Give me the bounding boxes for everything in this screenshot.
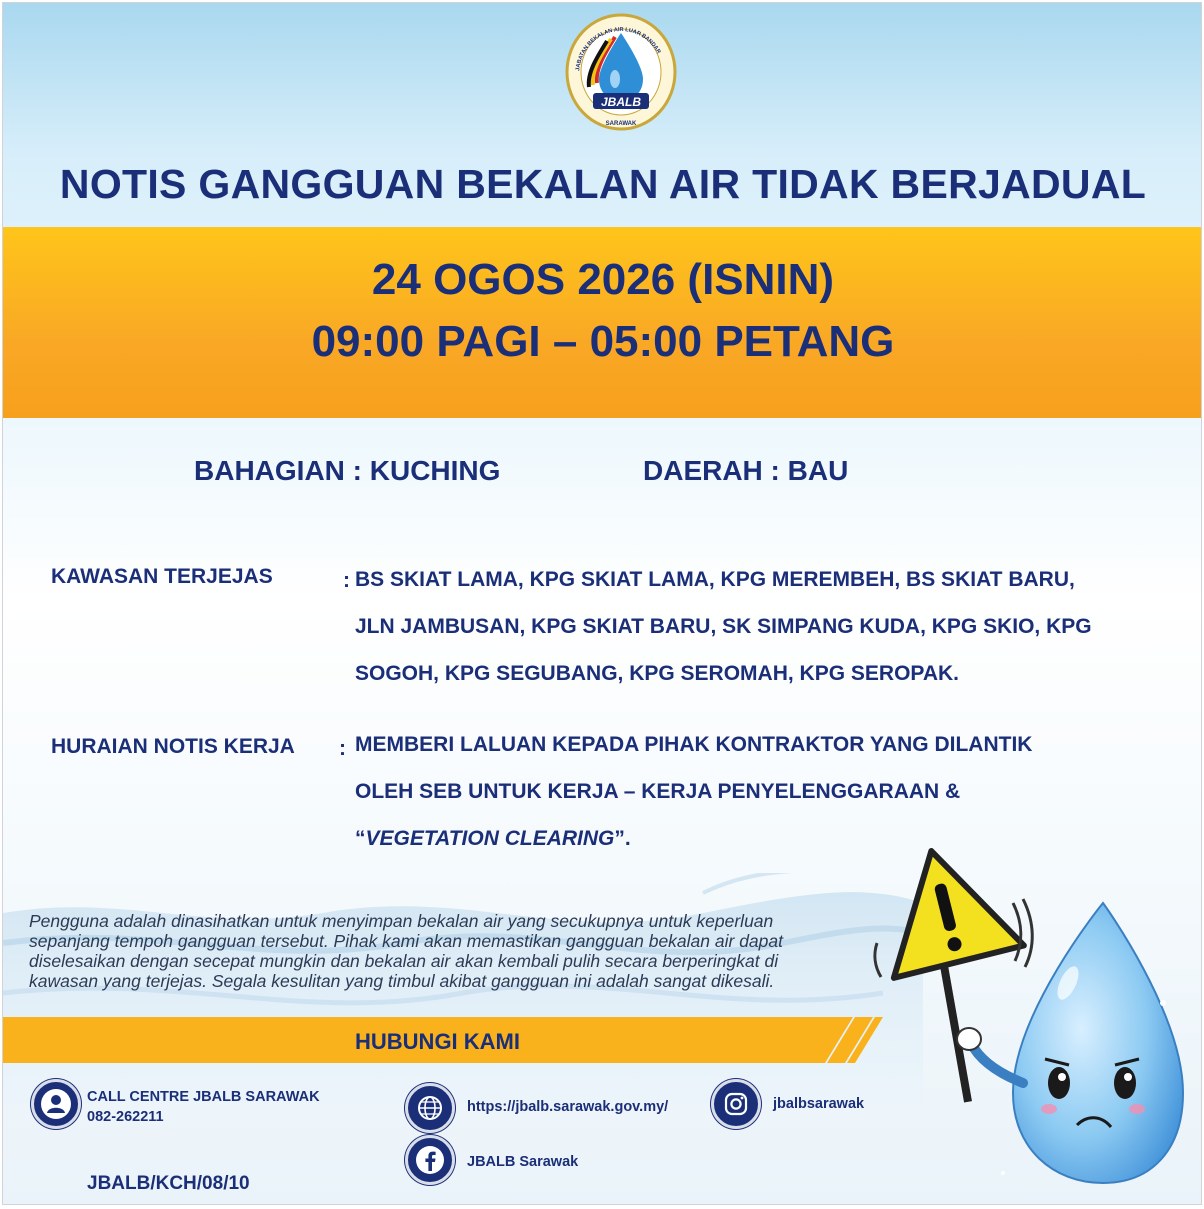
water-drop-mascot <box>863 843 1193 1193</box>
kawasan-line: JLN JAMBUSAN, KPG SKIAT BARU, SK SIMPANG KUDA, KPG SKIO, KPG <box>355 615 1092 638</box>
jbalb-logo <box>565 13 677 131</box>
notice-line: diselesaikan dengan secepat mungkin dan bekalan air akan kembali pulih secara berperingkat di <box>29 951 779 971</box>
notice-line: sepanjang tempoh gangguan tersebut. Pihak kami akan memastikan gangguan bekalan air dapat <box>29 931 783 951</box>
page-title: NOTIS GANGGUAN BEKALAN AIR TIDAK BERJADUAL <box>59 161 1147 207</box>
kawasan-label: KAWASAN TERJEJAS <box>51 565 273 588</box>
instagram-icon <box>711 1079 761 1129</box>
notice-poster <box>2 2 1202 1205</box>
huraian-text <box>355 721 1155 862</box>
kawasan-colon: : <box>343 569 350 592</box>
kawasan-line: BS SKIAT LAMA, KPG SKIAT LAMA, KPG MEREMBEH, BS SKIAT BARU, <box>355 568 1075 591</box>
vegetation-clearing: VEGETATION CLEARING <box>365 827 615 850</box>
website-link[interactable]: https://jbalb.sarawak.gov.my/ <box>467 1099 669 1115</box>
logo-text-bottom: SARAWAK <box>605 121 637 127</box>
daerah-label: DAERAH : BAU <box>643 455 849 486</box>
call-centre-block <box>87 1087 320 1127</box>
facebook-link[interactable]: JBALB Sarawak <box>467 1154 579 1170</box>
schedule-date: 24 OGOS 2026 (ISNIN) <box>371 255 835 304</box>
kawasan-list <box>355 556 1155 697</box>
call-centre-name: CALL CENTRE JBALB SARAWAK <box>87 1089 320 1105</box>
quote-close: ”. <box>614 827 631 850</box>
reference-number: JBALB/KCH/08/10 <box>87 1173 250 1194</box>
instagram-link[interactable]: jbalbsarawak <box>773 1096 865 1112</box>
quote-open: “ <box>355 827 366 850</box>
bahagian-label: BAHAGIAN : KUCHING <box>194 455 501 486</box>
schedule-time: 09:00 PAGI – 05:00 PETANG <box>311 317 895 366</box>
logo-text-top: JABATAN BEKALAN AIR LUAR BANDAR <box>575 26 662 72</box>
call-centre-phone[interactable]: 082-262211 <box>87 1109 164 1125</box>
globe-icon <box>405 1083 455 1133</box>
user-icon <box>31 1079 81 1129</box>
notice-line: kawasan yang terjejas. Segala kesulitan yang timbul akibat gangguan ini adalah sangat dikesali. <box>29 971 775 991</box>
huraian-colon: : <box>339 737 346 760</box>
kawasan-line: SOGOH, KPG SEGUBANG, KPG SEROMAH, KPG SEROPAK. <box>355 662 960 685</box>
advisory-notice <box>29 911 869 991</box>
facebook-icon <box>405 1135 455 1185</box>
huraian-line: OLEH SEB UNTUK KERJA – KERJA PENYELENGGARAAN & <box>355 780 961 803</box>
contact-heading: HUBUNGI KAMI <box>355 1029 520 1054</box>
warning-sign-icon <box>866 843 1024 978</box>
huraian-label: HURAIAN NOTIS KERJA <box>51 735 295 758</box>
notice-line: Pengguna adalah dinasihatkan untuk menyimpan bekalan air yang secukupnya untuk keperluan <box>29 911 774 931</box>
huraian-line: MEMBERI LALUAN KEPADA PIHAK KONTRAKTOR YANG DILANTIK <box>355 733 1033 756</box>
logo-text-mid: JBALB <box>600 95 642 109</box>
